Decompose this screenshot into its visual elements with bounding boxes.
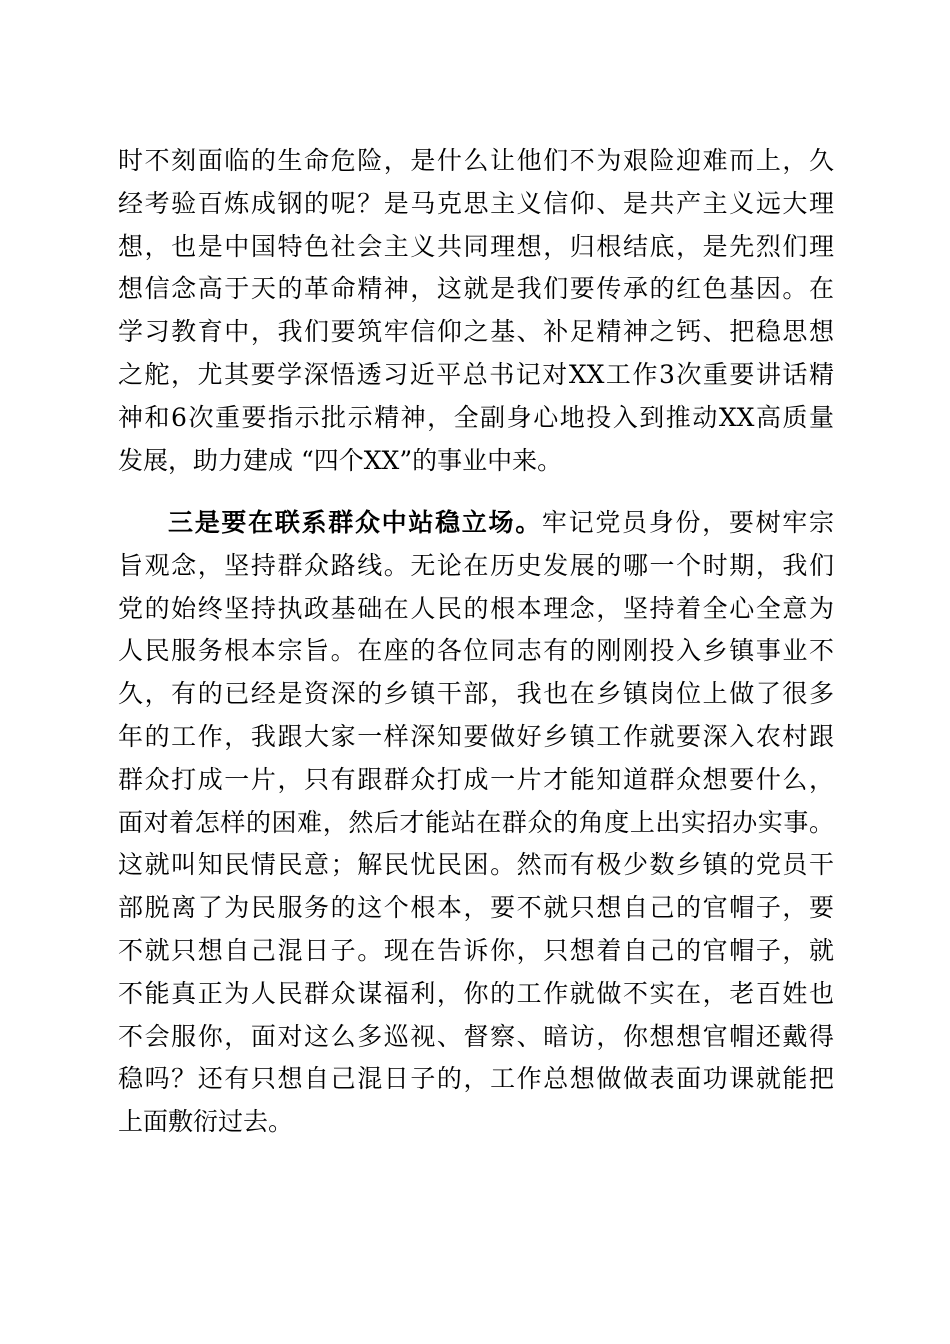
paragraph-2 [118, 502, 834, 1144]
paragraph-line: 部脱离了为民服务的这个根本，要不就只想自己的官帽子，要 [118, 893, 834, 923]
paragraph-line: 不就只想自己混日子。现在告诉你，只想着自己的官帽子，就 [118, 935, 834, 965]
paragraph-line: 久，有的已经是资深的乡镇干部，我也在乡镇岗位上做了很多 [118, 679, 834, 709]
paragraph-line: 神和6次重要指示批示精神，全副身心地投入到推动XX高质量 [118, 402, 834, 432]
paragraph-line: 时不刻面临的生命危险，是什么让他们不为艰险迎难而上，久 [118, 146, 834, 175]
paragraph-line: 想信念高于天的革命精神，这就是我们要传承的红色基因。在 [118, 274, 834, 304]
paragraph-line: 经考验百炼成钢的呢？是马克思主义信仰、是共产主义远大理 [118, 188, 834, 218]
paragraph-line: 学习教育中，我们要筑牢信仰之基、补足精神之钙、把稳思想 [118, 317, 834, 347]
paragraph-1 [118, 140, 834, 482]
paragraph-line: 党的始终坚持执政基础在人民的根本理念，坚持着全心全意为 [118, 593, 834, 623]
paragraph-line: 群众打成一片，只有跟群众打成一片才能知道群众想要什么， [118, 764, 834, 794]
paragraph-first-line-text: 牢记党员身份，要树牢宗 [541, 508, 834, 537]
paragraph-line: 上面敷衍过去。 [118, 1107, 294, 1137]
paragraph-line: 稳吗？还有只想自己混日子的，工作总想做做表面功课就能把 [118, 1064, 834, 1094]
paragraph-line: 旨观念，坚持群众路线。无论在历史发展的哪一个时期，我们 [118, 550, 834, 580]
paragraph-line: 不会服你，面对这么多巡视、督察、暗访，你想想官帽还戴得 [118, 1021, 834, 1051]
paragraph-heading: 三是要在联系群众中站稳立场。 [168, 508, 542, 537]
paragraph-line: 这就叫知民情民意；解民忧民困。然而有极少数乡镇的党员干 [118, 850, 834, 880]
paragraph-line: 发展，助力建成 “四个XX”的事业中来。 [118, 445, 563, 475]
paragraph-first-line [118, 502, 834, 545]
paragraph-line: 年的工作，我跟大家一样深知要做好乡镇工作就要深入农村跟 [118, 721, 834, 751]
paragraph-line: 人民服务根本宗旨。在座的各位同志有的刚刚投入乡镇事业不 [118, 636, 834, 666]
paragraph-line: 不能真正为人民群众谋福利，你的工作就做不实在，老百姓也 [118, 978, 834, 1008]
paragraph-line: 之舵，尤其要学深悟透习近平总书记对XX工作3次重要讲话精 [118, 359, 834, 389]
paragraph-line: 面对着怎样的困难，然后才能站在群众的角度上出实招办实事。 [118, 807, 834, 837]
paragraph-line: 想，也是中国特色社会主义共同理想，归根结底，是先烈们理 [118, 231, 834, 261]
